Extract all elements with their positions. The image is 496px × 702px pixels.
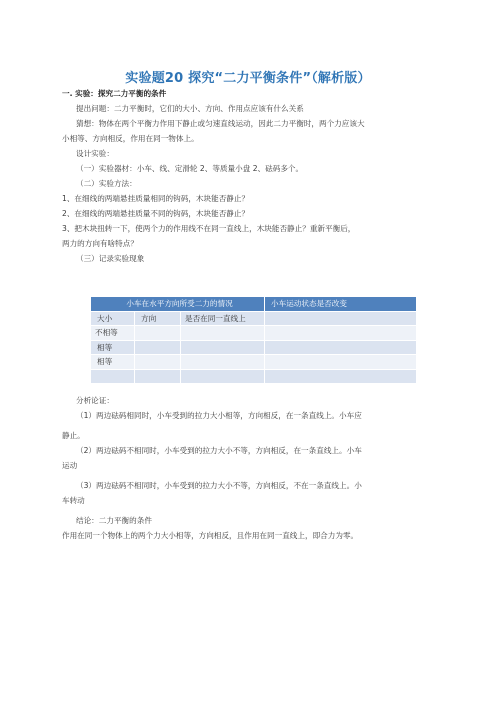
table-cell xyxy=(135,355,181,370)
table-cell xyxy=(265,355,417,370)
analysis-point-1: （1）两边砝码相同时，小车受到的拉力大小相等，方向相反，在一条直线上。小车应 xyxy=(76,411,362,420)
conclusion-text: 作用在同一个物体上的两个力大小相等，方向相反，且作用在同一直线上，即合力为零。 xyxy=(62,531,359,540)
table-cell xyxy=(265,311,417,326)
table-subheader-same-line: 是否在同一直线上 xyxy=(181,311,265,326)
paragraph-step-1: 1、在细线的两端悬挂质量相同的钩码，木块能否静止？ xyxy=(62,194,250,203)
paragraph-record: （三）记录实验现象 xyxy=(76,254,145,263)
table-cell xyxy=(265,326,417,341)
paragraph-equipment: （一）实验器材：小车、线、定滑轮 2、等质量小盘 2、砝码多个。 xyxy=(76,164,304,173)
table-cell xyxy=(265,340,417,355)
paragraph-step-3-cont: 两力的方向有啥特点？ xyxy=(62,239,138,248)
paragraph-step-3: 3、把木块扭转一下，使两个力的作用线不在同一直线上，木块能否静止？重新平衡后， xyxy=(62,224,356,233)
paragraph-hypothesis-cont: 小相等、方向相反，作用在同一物体上。 xyxy=(62,134,199,143)
analysis-point-2: （2）两边砝码不相同时，小车受到的拉力大小不等，方向相反，在一条直线上。小车 xyxy=(76,446,362,455)
table-cell xyxy=(265,369,417,384)
paragraph-method: （二）实验方法： xyxy=(76,179,137,188)
analysis-point-1-cont: 静止。 xyxy=(62,431,85,440)
table-row xyxy=(91,355,417,370)
table-cell xyxy=(181,369,265,384)
table-subheader-row xyxy=(91,311,417,326)
paragraph-step-2: 2、在细线的两端悬挂质量不同的钩码，木块能否静止？ xyxy=(62,209,250,218)
table-cell xyxy=(181,340,265,355)
analysis-point-3-cont: 车转动 xyxy=(62,496,85,505)
paragraph-hypothesis: 猜想：物体在两个平衡力作用下静止或匀速直线运动，因此二力平衡时，两个力应该大 xyxy=(76,119,365,128)
paragraph-question: 提出问题：二力平衡时，它们的大小、方向、作用点应该有什么关系 xyxy=(76,104,304,113)
experiment-table xyxy=(90,296,417,384)
table-subheader-direction: 方向 xyxy=(135,311,181,326)
table-row xyxy=(91,369,417,384)
table-cell: 相等 xyxy=(91,340,135,355)
conclusion-heading: 结论：二力平衡的条件 xyxy=(76,516,152,525)
analysis-point-2-cont: 运动 xyxy=(62,461,78,470)
table-cell: 不相等 xyxy=(91,326,135,341)
document-title: 实验题20 探究“二力平衡条件”（解析版） xyxy=(125,71,371,86)
table-cell xyxy=(91,369,135,384)
table-cell xyxy=(181,326,265,341)
table-header-row xyxy=(91,297,417,312)
table-cell xyxy=(135,369,181,384)
table-row xyxy=(91,326,417,341)
paragraph-design: 设计实验： xyxy=(76,149,114,158)
table-header-motion: 小车运动状态是否改变 xyxy=(265,297,417,312)
analysis-point-3: （3）两边砝码不相同时，小车受到的拉力大小不等，方向相反，不在一条直线上。小 xyxy=(76,481,362,490)
table-cell: 相等 xyxy=(91,355,135,370)
table-cell xyxy=(181,355,265,370)
table-row xyxy=(91,340,417,355)
table-header-forces: 小车在水平方向所受二力的情况 xyxy=(91,297,265,312)
table-subheader-magnitude: 大小 xyxy=(91,311,135,326)
analysis-heading: 分析论证： xyxy=(76,396,114,405)
section-heading: 一. 实验：探究二力平衡的条件 xyxy=(62,89,167,98)
table-cell xyxy=(135,326,181,341)
table-cell xyxy=(135,340,181,355)
